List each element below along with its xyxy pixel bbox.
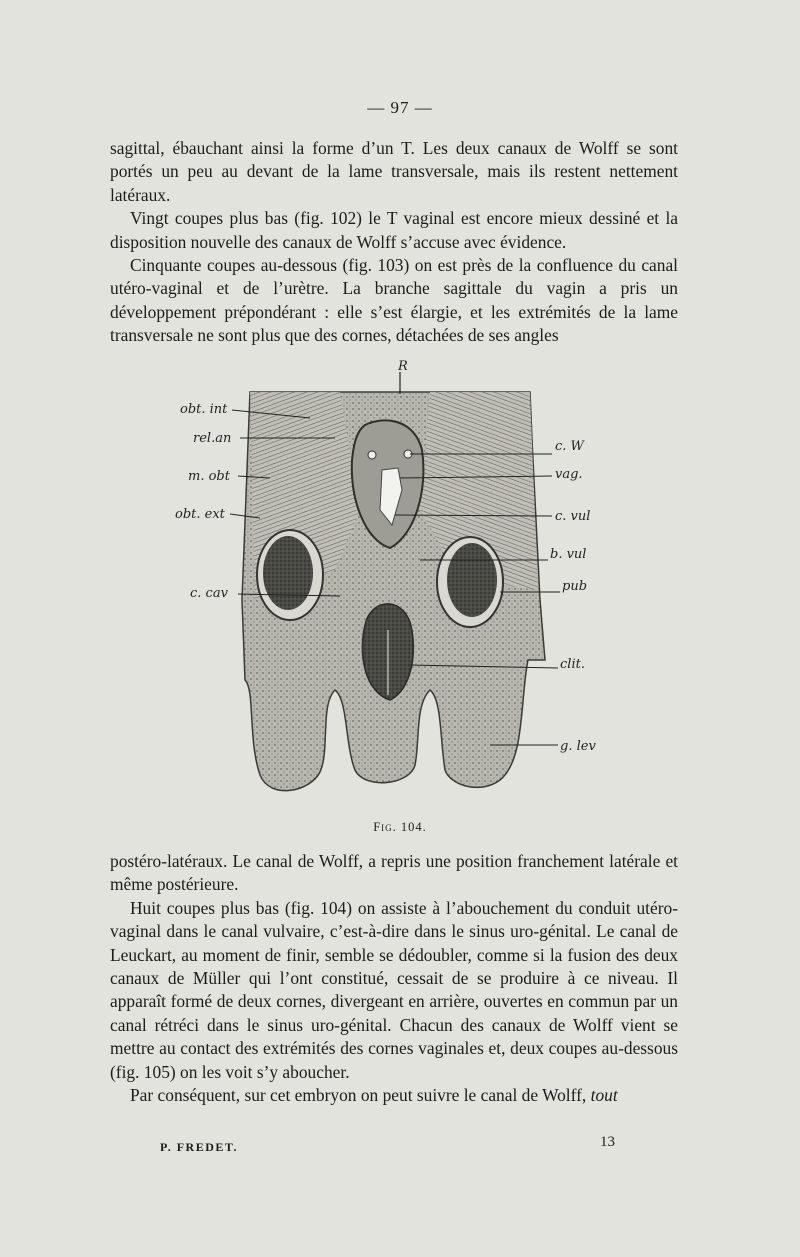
label-c-w: c. W: [555, 439, 584, 454]
label-c-vul: c. vul: [555, 509, 591, 524]
paragraph: sagittal, ébauchant ainsi la forme d’un T. Les deux canaux de Wolff se sont portés un peu au devant de la lame transversale, mais ils restent nettement latéraux.: [110, 138, 678, 205]
label-c-cav: c. cav: [190, 586, 228, 601]
paragraph-text: Par conséquent, sur cet embryon on peut suivre le canal de Wolff,: [130, 1085, 587, 1106]
label-vag: vag.: [555, 467, 583, 482]
page-number: — 97 —: [367, 98, 433, 117]
footer-author: P. FREDET.: [160, 1140, 239, 1154]
figure-illustration: [160, 360, 630, 810]
paragraph-last: [110, 1084, 678, 1107]
caption-number: 104.: [400, 820, 427, 834]
paragraph: postéro-latéraux. Le canal de Wolff, a repris une position franchement latérale et même postérieure.: [110, 851, 678, 895]
italic-word: tout: [590, 1085, 618, 1106]
text-block-top: [110, 137, 678, 348]
paragraph: Cinquante coupes au-dessous (fig. 103) on est près de la confluence du canal utéro-vaginal et de l’urètre. La branche sagittale du vagin a pris un développement prépondérant : elle s’est élargie, et les extrémités de la lame transversale ne sont plus que des cornes, détachées de ses angles: [110, 255, 678, 346]
label-g-lev: g. lev: [560, 739, 596, 754]
right-pubis-core: [447, 543, 497, 617]
anatomical-figure: [160, 360, 630, 810]
left-pubis-core: [263, 536, 313, 610]
paragraph: Huit coupes plus bas (fig. 104) on assiste à l’abouchement du conduit utéro-vaginal dans le canal vulvaire, c’est-à-dire dans le sinus uro-génital. Le canal de Leuckart, au moment de finir, semble se dédoubler, comme si la fusion des deux canaux de Müller qui l’ont constitué, cessait de se produire à ce niveau. Il apparaît formé de deux cornes, divergeant en arrière, ouvertes en commun par un canal rétréci dans le sinus uro-génital. Chacun des canaux de Wolff vient se mettre au contact des extrémités des cornes vaginales et, deux coupes au-dessous (fig. 105) on les voit s’y aboucher.: [110, 897, 678, 1082]
footer-signature: 13: [600, 1134, 615, 1150]
caption-prefix: Fig.: [373, 820, 397, 834]
wolffian-canal-left: [368, 451, 376, 459]
paragraph: Vingt coupes plus bas (fig. 102) le T vaginal est encore mieux dessiné et la disposition nouvelle des canaux de Wolff s’accuse avec évidence.: [110, 208, 678, 252]
text-block-bottom: [110, 850, 678, 1107]
label-clit: clit.: [560, 657, 585, 672]
label-b-vul: b. vul: [550, 547, 587, 562]
label-r: R: [398, 360, 408, 374]
label-obt-ext: obt. ext: [175, 507, 225, 522]
label-rel-an: rel.an: [193, 431, 232, 446]
label-obt-int: obt. int: [180, 402, 228, 417]
figure-caption: [0, 820, 800, 835]
label-m-obt: m. obt: [188, 469, 230, 484]
label-pub: pub: [562, 579, 588, 594]
